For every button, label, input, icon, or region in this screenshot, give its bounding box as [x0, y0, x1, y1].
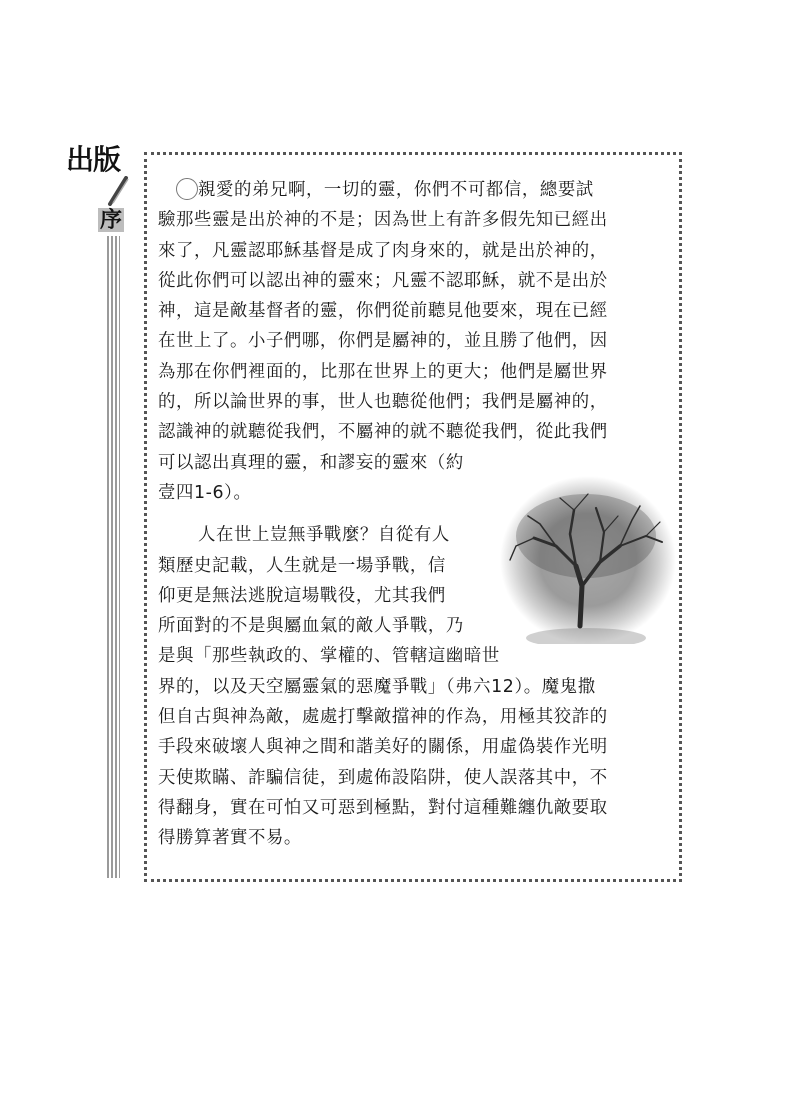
- paragraph-line: 所面對的不是與屬血氣的敵人爭戰，乃: [158, 616, 464, 637]
- paragraph-line: 仰更是無法逃脫這場戰役，尤其我們: [158, 585, 446, 606]
- paragraph-line: 驗那些靈是出於神的不是；因為世上有許多假先知已經出: [158, 210, 608, 231]
- paragraph-line: 壹四1-6）。: [158, 482, 252, 503]
- paragraph-line: 手段來破壞人與神之間和諧美好的關係，用虛偽裝作光明: [158, 737, 608, 758]
- page-title: 出版: [66, 143, 121, 176]
- page-subtitle: 序: [100, 207, 123, 233]
- body-text: [158, 175, 678, 854]
- paragraph-line: 的，所以論世界的事，世人也聽從他們；我們是屬神的，: [158, 392, 608, 413]
- paragraph-line: 來了，凡靈認耶穌基督是成了肉身來的，就是出於神的，: [158, 240, 608, 261]
- paragraph-line: 親愛的弟兄啊，一切的靈，你們不可都信，總要試: [198, 180, 594, 200]
- paragraph-line: 類歷史記載，人生就是一場爭戰，信: [158, 555, 446, 576]
- paragraph-line: 認識神的就聽從我們，不屬神的就不聽從我們，從此我們: [158, 422, 608, 443]
- slash-ornament: [104, 176, 132, 206]
- paragraph-line: 但自古與神為敵，處處打擊敵擋神的作為，用極其狡詐的: [158, 707, 608, 728]
- paragraph-line: 得翻身，實在可怕又可惡到極點，對付這種難纏仇敵要取: [158, 797, 608, 818]
- decorative-side-bar: [107, 236, 120, 878]
- paragraph-line: 神，這是敵基督者的靈，你們從前聽見他要來，現在已經: [158, 301, 608, 322]
- paragraph-line: 得勝算著實不易。: [158, 828, 302, 849]
- paragraph-line: 人在世上豈無爭戰麼？自從有人: [198, 525, 450, 546]
- paragraph-line: 是與「那些執政的、掌權的、管轄這幽暗世: [158, 646, 500, 667]
- paragraph-line: 天使欺瞞、詐騙信徒，到處佈設陷阱，使人誤落其中，不: [158, 767, 608, 788]
- paragraph-line: 為那在你們裡面的，比那在世界上的更大；他們是屬世界: [158, 361, 608, 382]
- paragraph-line: 可以認出真理的靈，和謬妄的靈來（約: [158, 452, 464, 473]
- paragraph-line: 界的，以及天空屬靈氣的惡魔爭戰」（弗六12）。魔鬼撒: [158, 676, 596, 697]
- paragraph-line: 從此你們可以認出神的靈來；凡靈不認耶穌，就不是出於: [158, 270, 608, 291]
- paragraph-line: 在世上了。小子們哪，你們是屬神的，並且勝了他們，因: [158, 331, 608, 352]
